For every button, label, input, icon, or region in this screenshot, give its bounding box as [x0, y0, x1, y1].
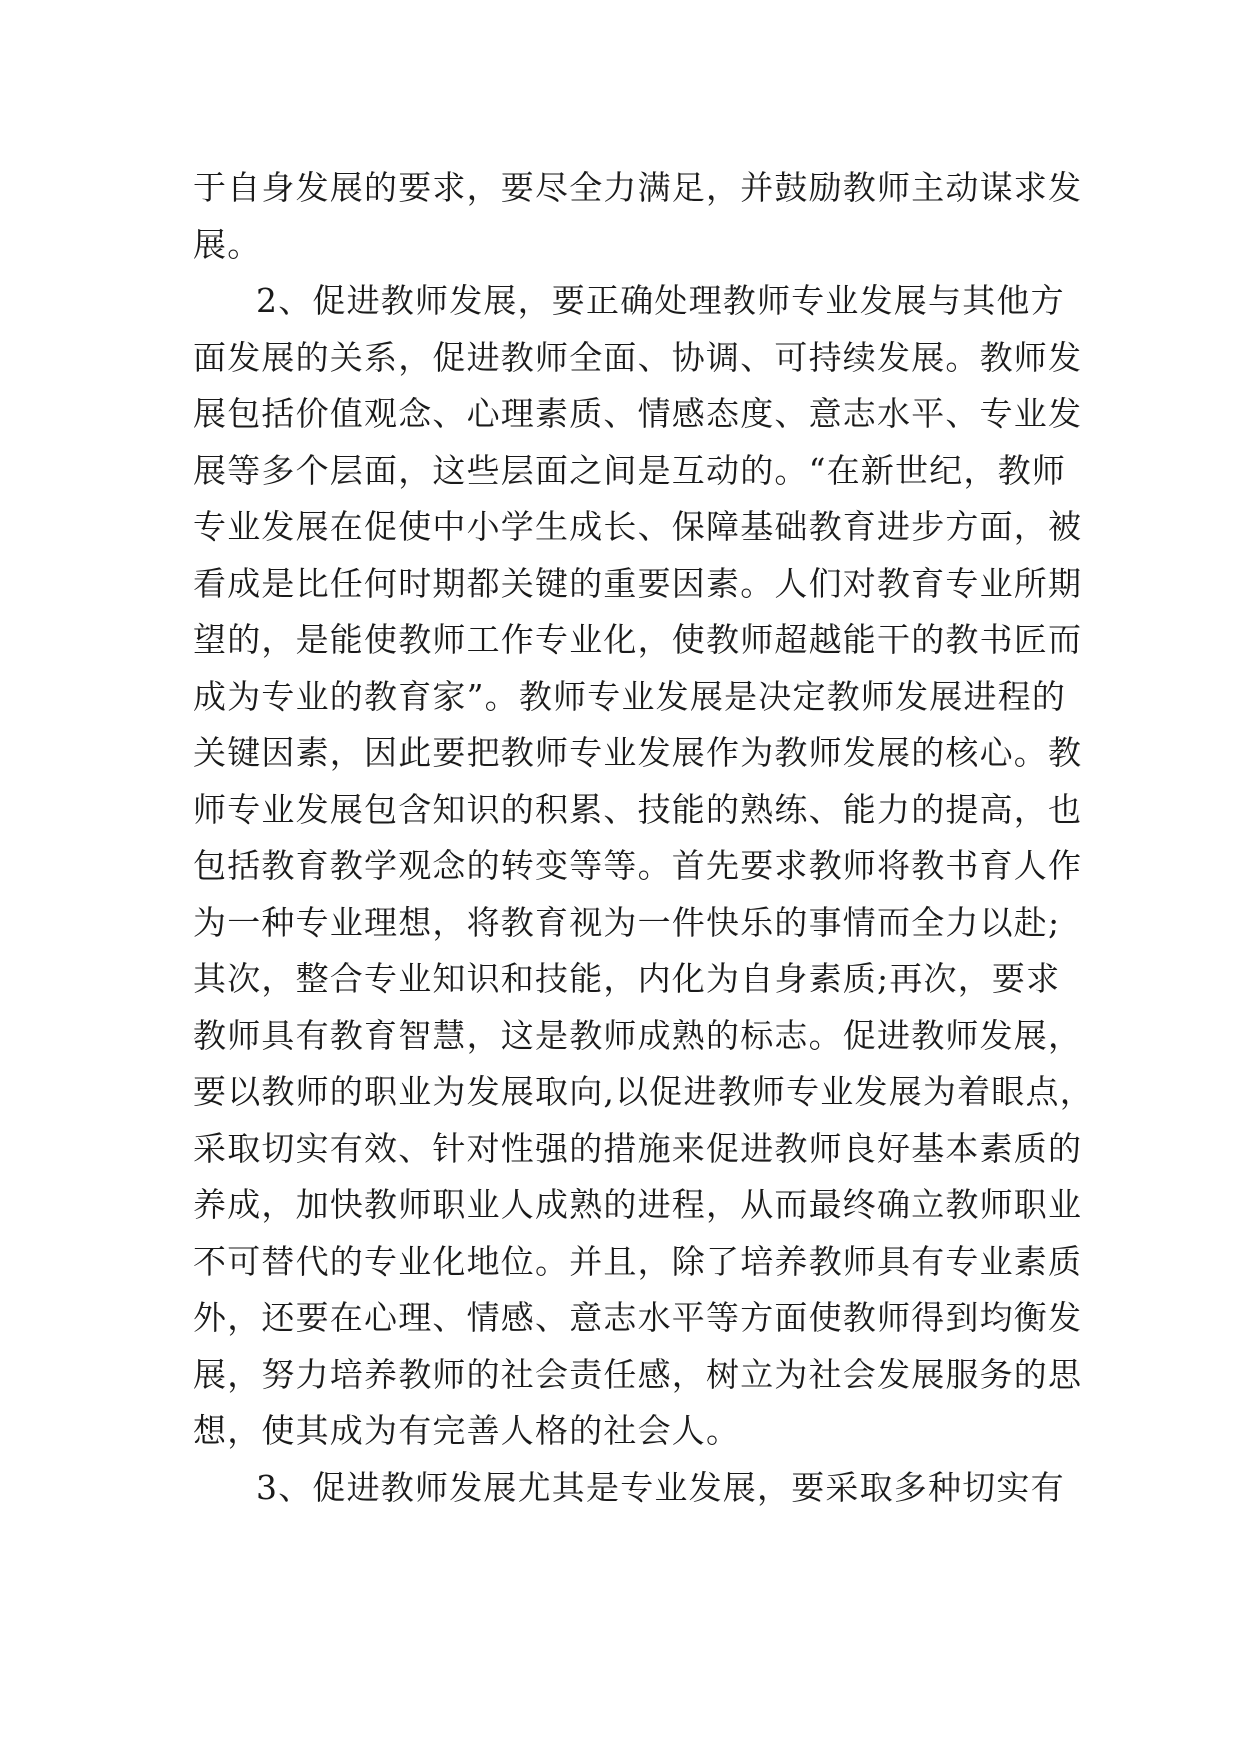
- text-line: 面发展的关系，促进教师全面、协调、可持续发展。教师发: [193, 337, 1083, 377]
- text-line: 展，努力培养教师的社会责任感，树立为社会发展服务的思: [193, 1354, 1083, 1394]
- text-line: 展包括价值观念、心理素质、情感态度、意志水平、专业发: [193, 394, 1083, 433]
- body-text: [193, 160, 1094, 1516]
- text-line: 关键因素，因此要把教师专业发展作为教师发展的核心。教: [193, 733, 1083, 772]
- text-line: 展等多个层面，这些层面之间是互动的。“在新世纪，教师: [193, 450, 1067, 490]
- text-line: 采取切实有效、针对性强的措施来促进教师良好基本素质的: [193, 1128, 1083, 1168]
- text-line: 成为专业的教育家”。教师专业发展是决定教师发展进程的: [193, 676, 1067, 716]
- text-line: 看成是比任何时期都关键的重要因素。人们对教育专业所期: [193, 563, 1083, 603]
- text-line: 于自身发展的要求，要尽全力满足，并鼓励教师主动谋求发: [193, 168, 1083, 207]
- paragraph-start-line: 2、促进教师发展，要正确处理教师专业发展与其他方: [256, 281, 1065, 320]
- text-line: 专业发展在促使中小学生成长、保障基础教育进步方面，被: [193, 507, 1083, 546]
- text-line: 师专业发展包含知识的积累、技能的熟练、能力的提高，也: [193, 789, 1083, 829]
- text-line: 外，还要在心理、情感、意志水平等方面使教师得到均衡发: [193, 1298, 1083, 1337]
- text-line: 为一种专业理想，将教育视为一件快乐的事情而全力以赴;: [193, 902, 1061, 942]
- text-line: 教师具有教育智慧，这是教师成熟的标志。促进教师发展，: [193, 1015, 1083, 1055]
- text-line: 望的，是能使教师工作专业化，使教师超越能干的教书匠而: [193, 620, 1083, 659]
- text-line: 包括教育教学观念的转变等等。首先要求教师将教书育人作: [193, 846, 1083, 885]
- text-line: 养成，加快教师职业人成熟的进程，从而最终确立教师职业: [193, 1185, 1083, 1224]
- text-line: 要以教师的职业为发展取向,以促进教师专业发展为着眼点，: [193, 1072, 1094, 1111]
- text-line: 不可替代的专业化地位。并且，除了培养教师具有专业素质: [193, 1241, 1083, 1281]
- paragraph-start-line: 3、促进教师发展尤其是专业发展，要采取多种切实有: [256, 1467, 1065, 1507]
- text-line: 展。: [193, 224, 262, 264]
- text-line: 想，使其成为有完善人格的社会人。: [193, 1411, 741, 1450]
- text-line: 其次，整合专业知识和技能，内化为自身素质;再次，要求: [193, 959, 1061, 998]
